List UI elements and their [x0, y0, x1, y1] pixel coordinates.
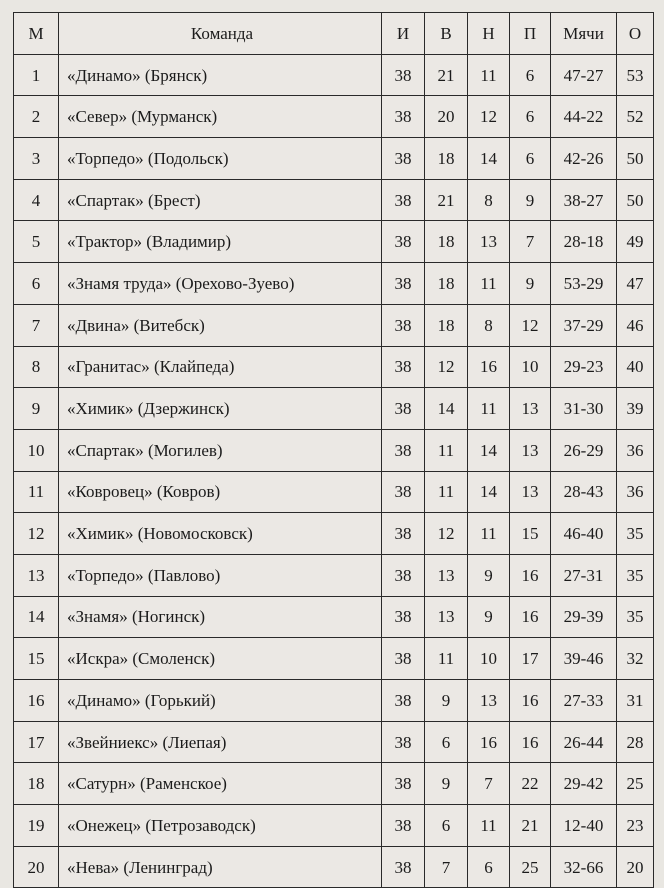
- cell-draws: 11: [468, 388, 510, 430]
- cell-goals: 38-27: [551, 179, 617, 221]
- cell-points: 36: [617, 471, 654, 513]
- cell-goals: 44-22: [551, 96, 617, 138]
- cell-draws: 8: [468, 304, 510, 346]
- cell-team: «Трактор» (Владимир): [59, 221, 382, 263]
- cell-wins: 18: [425, 263, 468, 305]
- cell-draws: 14: [468, 429, 510, 471]
- cell-team: «Сатурн» (Раменское): [59, 763, 382, 805]
- cell-wins: 6: [425, 721, 468, 763]
- cell-points: 50: [617, 138, 654, 180]
- table-row: [14, 721, 654, 763]
- cell-team: «Онежец» (Петрозаводск): [59, 805, 382, 847]
- standings-table: [13, 12, 654, 888]
- cell-goals: 31-30: [551, 388, 617, 430]
- cell-goals: 47-27: [551, 54, 617, 96]
- header-goals: Мячи: [551, 13, 617, 55]
- cell-points: 35: [617, 596, 654, 638]
- cell-points: 40: [617, 346, 654, 388]
- table-row: [14, 138, 654, 180]
- cell-wins: 13: [425, 554, 468, 596]
- cell-wins: 11: [425, 471, 468, 513]
- cell-games: 38: [382, 596, 425, 638]
- cell-draws: 14: [468, 471, 510, 513]
- table-row: [14, 388, 654, 430]
- cell-goals: 26-44: [551, 721, 617, 763]
- cell-games: 38: [382, 221, 425, 263]
- table-row: [14, 680, 654, 722]
- cell-team: «Искра» (Смоленск): [59, 638, 382, 680]
- cell-losses: 22: [510, 763, 551, 805]
- cell-place: 7: [14, 304, 59, 346]
- cell-games: 38: [382, 554, 425, 596]
- cell-losses: 25: [510, 846, 551, 888]
- cell-goals: 32-66: [551, 846, 617, 888]
- cell-losses: 16: [510, 596, 551, 638]
- cell-wins: 11: [425, 429, 468, 471]
- cell-points: 39: [617, 388, 654, 430]
- cell-goals: 26-29: [551, 429, 617, 471]
- cell-wins: 12: [425, 513, 468, 555]
- cell-draws: 12: [468, 96, 510, 138]
- cell-points: 35: [617, 513, 654, 555]
- cell-draws: 6: [468, 846, 510, 888]
- cell-points: 50: [617, 179, 654, 221]
- cell-goals: 29-39: [551, 596, 617, 638]
- cell-losses: 6: [510, 138, 551, 180]
- table-row: [14, 221, 654, 263]
- cell-losses: 9: [510, 179, 551, 221]
- cell-points: 20: [617, 846, 654, 888]
- cell-draws: 16: [468, 346, 510, 388]
- cell-points: 25: [617, 763, 654, 805]
- cell-goals: 27-33: [551, 680, 617, 722]
- cell-goals: 29-42: [551, 763, 617, 805]
- cell-draws: 11: [468, 263, 510, 305]
- cell-place: 5: [14, 221, 59, 263]
- cell-losses: 12: [510, 304, 551, 346]
- cell-place: 8: [14, 346, 59, 388]
- cell-games: 38: [382, 471, 425, 513]
- cell-draws: 13: [468, 680, 510, 722]
- table-row: [14, 179, 654, 221]
- cell-points: 52: [617, 96, 654, 138]
- cell-games: 38: [382, 54, 425, 96]
- cell-losses: 16: [510, 680, 551, 722]
- cell-goals: 28-18: [551, 221, 617, 263]
- cell-games: 38: [382, 179, 425, 221]
- cell-goals: 46-40: [551, 513, 617, 555]
- cell-draws: 13: [468, 221, 510, 263]
- cell-wins: 12: [425, 346, 468, 388]
- cell-team: «Химик» (Новомосковск): [59, 513, 382, 555]
- table-row: [14, 96, 654, 138]
- cell-wins: 11: [425, 638, 468, 680]
- table-row: [14, 805, 654, 847]
- cell-wins: 14: [425, 388, 468, 430]
- cell-losses: 6: [510, 54, 551, 96]
- cell-draws: 11: [468, 805, 510, 847]
- cell-wins: 18: [425, 138, 468, 180]
- cell-wins: 21: [425, 179, 468, 221]
- cell-wins: 18: [425, 221, 468, 263]
- cell-losses: 9: [510, 263, 551, 305]
- table-row: [14, 263, 654, 305]
- cell-goals: 27-31: [551, 554, 617, 596]
- cell-points: 53: [617, 54, 654, 96]
- cell-team: «Нева» (Ленинград): [59, 846, 382, 888]
- cell-team: «Ковровец» (Ковров): [59, 471, 382, 513]
- cell-points: 36: [617, 429, 654, 471]
- header-wins: В: [425, 13, 468, 55]
- cell-losses: 10: [510, 346, 551, 388]
- table-body: [14, 54, 654, 888]
- cell-points: 49: [617, 221, 654, 263]
- cell-place: 19: [14, 805, 59, 847]
- cell-draws: 10: [468, 638, 510, 680]
- cell-wins: 9: [425, 680, 468, 722]
- cell-losses: 16: [510, 554, 551, 596]
- cell-games: 38: [382, 513, 425, 555]
- cell-team: «Динамо» (Горький): [59, 680, 382, 722]
- header-losses: П: [510, 13, 551, 55]
- cell-goals: 28-43: [551, 471, 617, 513]
- cell-points: 28: [617, 721, 654, 763]
- cell-points: 47: [617, 263, 654, 305]
- cell-team: «Спартак» (Могилев): [59, 429, 382, 471]
- cell-games: 38: [382, 429, 425, 471]
- cell-wins: 20: [425, 96, 468, 138]
- header-row: [14, 13, 654, 55]
- header-place: М: [14, 13, 59, 55]
- cell-games: 38: [382, 638, 425, 680]
- cell-wins: 13: [425, 596, 468, 638]
- cell-team: «Торпедо» (Павлово): [59, 554, 382, 596]
- cell-draws: 14: [468, 138, 510, 180]
- cell-losses: 6: [510, 96, 551, 138]
- table-row: [14, 429, 654, 471]
- cell-team: «Динамо» (Брянск): [59, 54, 382, 96]
- cell-place: 18: [14, 763, 59, 805]
- cell-wins: 9: [425, 763, 468, 805]
- cell-points: 35: [617, 554, 654, 596]
- cell-points: 46: [617, 304, 654, 346]
- cell-games: 38: [382, 138, 425, 180]
- cell-losses: 16: [510, 721, 551, 763]
- cell-goals: 37-29: [551, 304, 617, 346]
- cell-goals: 39-46: [551, 638, 617, 680]
- cell-draws: 16: [468, 721, 510, 763]
- cell-wins: 21: [425, 54, 468, 96]
- cell-losses: 7: [510, 221, 551, 263]
- cell-wins: 18: [425, 304, 468, 346]
- cell-wins: 6: [425, 805, 468, 847]
- cell-games: 38: [382, 388, 425, 430]
- cell-place: 10: [14, 429, 59, 471]
- cell-place: 13: [14, 554, 59, 596]
- cell-place: 15: [14, 638, 59, 680]
- cell-place: 20: [14, 846, 59, 888]
- header-draws: Н: [468, 13, 510, 55]
- cell-goals: 12-40: [551, 805, 617, 847]
- table-row: [14, 304, 654, 346]
- cell-games: 38: [382, 680, 425, 722]
- cell-games: 38: [382, 304, 425, 346]
- header-team: Команда: [59, 13, 382, 55]
- cell-draws: 7: [468, 763, 510, 805]
- cell-points: 23: [617, 805, 654, 847]
- cell-points: 32: [617, 638, 654, 680]
- cell-place: 11: [14, 471, 59, 513]
- cell-games: 38: [382, 805, 425, 847]
- cell-losses: 15: [510, 513, 551, 555]
- header-games: И: [382, 13, 425, 55]
- cell-team: «Знамя труда» (Орехово-Зуево): [59, 263, 382, 305]
- table-row: [14, 554, 654, 596]
- cell-team: «Спартак» (Брест): [59, 179, 382, 221]
- cell-losses: 13: [510, 388, 551, 430]
- header-points: О: [617, 13, 654, 55]
- cell-games: 38: [382, 846, 425, 888]
- cell-losses: 13: [510, 429, 551, 471]
- cell-place: 12: [14, 513, 59, 555]
- cell-place: 16: [14, 680, 59, 722]
- cell-goals: 29-23: [551, 346, 617, 388]
- cell-team: «Химик» (Дзержинск): [59, 388, 382, 430]
- cell-team: «Двина» (Витебск): [59, 304, 382, 346]
- cell-team: «Знамя» (Ногинск): [59, 596, 382, 638]
- cell-place: 6: [14, 263, 59, 305]
- cell-losses: 21: [510, 805, 551, 847]
- cell-goals: 53-29: [551, 263, 617, 305]
- table-row: [14, 596, 654, 638]
- cell-draws: 9: [468, 596, 510, 638]
- cell-games: 38: [382, 96, 425, 138]
- cell-team: «Гранитас» (Клайпеда): [59, 346, 382, 388]
- cell-games: 38: [382, 346, 425, 388]
- cell-place: 2: [14, 96, 59, 138]
- cell-goals: 42-26: [551, 138, 617, 180]
- cell-games: 38: [382, 763, 425, 805]
- cell-place: 3: [14, 138, 59, 180]
- table-row: [14, 846, 654, 888]
- cell-losses: 17: [510, 638, 551, 680]
- table-row: [14, 638, 654, 680]
- cell-points: 31: [617, 680, 654, 722]
- cell-games: 38: [382, 721, 425, 763]
- cell-team: «Звейниекс» (Лиепая): [59, 721, 382, 763]
- cell-place: 17: [14, 721, 59, 763]
- table-row: [14, 471, 654, 513]
- cell-place: 9: [14, 388, 59, 430]
- cell-place: 14: [14, 596, 59, 638]
- cell-team: «Север» (Мурманск): [59, 96, 382, 138]
- cell-team: «Торпедо» (Подольск): [59, 138, 382, 180]
- cell-wins: 7: [425, 846, 468, 888]
- cell-place: 1: [14, 54, 59, 96]
- cell-place: 4: [14, 179, 59, 221]
- cell-draws: 11: [468, 513, 510, 555]
- table-row: [14, 54, 654, 96]
- table-row: [14, 763, 654, 805]
- cell-draws: 9: [468, 554, 510, 596]
- cell-draws: 11: [468, 54, 510, 96]
- cell-losses: 13: [510, 471, 551, 513]
- table-row: [14, 346, 654, 388]
- cell-games: 38: [382, 263, 425, 305]
- table-row: [14, 513, 654, 555]
- cell-draws: 8: [468, 179, 510, 221]
